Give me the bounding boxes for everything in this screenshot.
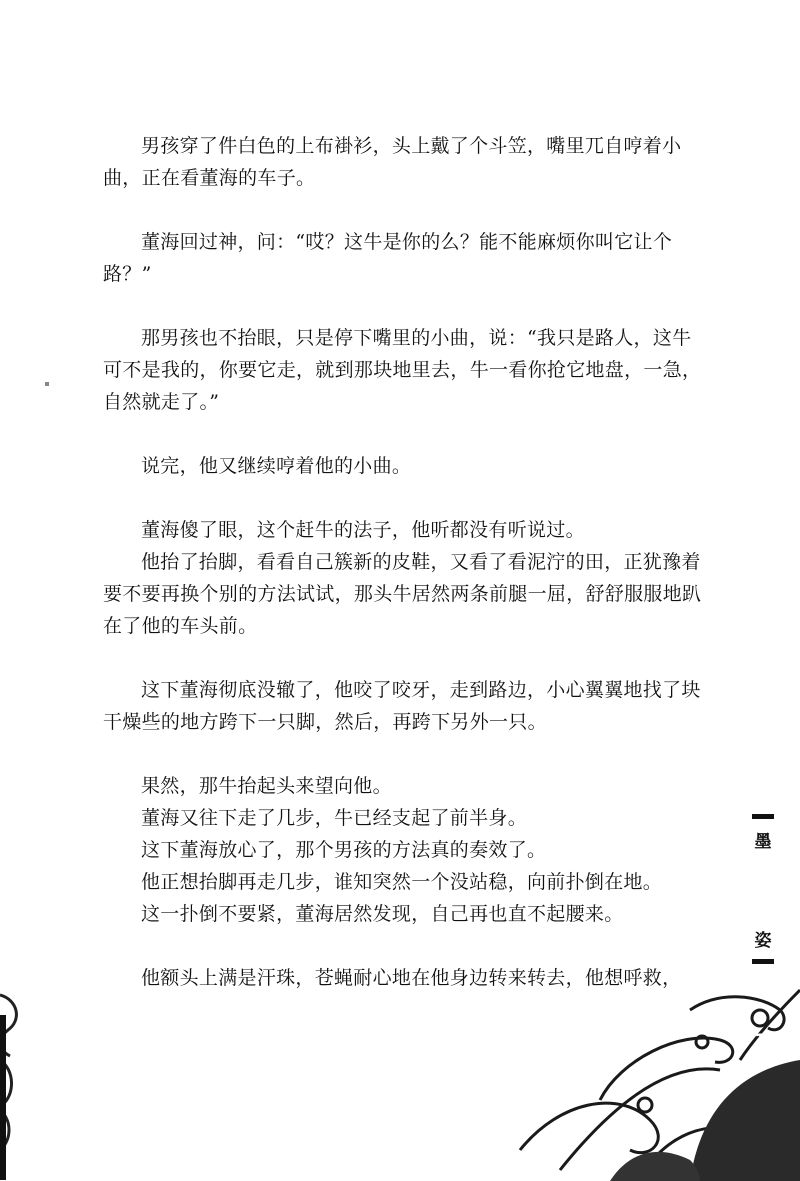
paragraph: 这下董海彻底没辙了，他咬了咬牙，走到路边，小心翼翼地找了块干燥些的地方跨下一只脚，然后，再跨下另外一只。 — [103, 679, 701, 733]
paragraph: 男孩穿了件白色的上布褂衫，头上戴了个斗笠，嘴里兀自哼着小曲，正在看董海的车子。 — [103, 135, 682, 189]
side-tab-char: 姿 — [754, 931, 772, 951]
paragraph: 这下董海放心了，那个男孩的方法真的奏效了。 — [141, 839, 547, 861]
paragraph: 董海傻了眼，这个赶牛的法子，他听都没有听说过。 — [141, 519, 585, 541]
side-tab-char: 墨 — [754, 832, 772, 852]
paragraph: 他正想抬脚再走几步，谁知突然一个没站稳，向前扑倒在地。 — [141, 871, 663, 893]
tab-bar — [752, 959, 774, 964]
scan-speck — [45, 382, 49, 386]
paragraph: 他额头上满是汗珠，苍蝇耐心地在他身边转来转去，他想呼救， — [141, 967, 682, 989]
side-tab-top — [748, 814, 778, 860]
left-edge-bar — [0, 1015, 6, 1180]
paragraph: 果然，那牛抬起头来望向他。 — [141, 775, 392, 797]
bottom-right-swirls — [520, 990, 800, 1180]
left-edge-ornament — [0, 995, 16, 1150]
paragraph: 说完，他又继续哼着他的小曲。 — [141, 455, 412, 477]
paragraph: 董海又往下走了几步，牛已经支起了前半身。 — [141, 807, 528, 829]
paragraph: 这一扑倒不要紧，董海居然发现，自己再也直不起腰来。 — [141, 903, 624, 925]
paragraph: 那男孩也不抬眼，只是停下嘴里的小曲，说：“我只是路人，这牛可不是我的，你要它走，就到那块地里去，牛一看你抢它地盘，一急，自然就走了。” — [103, 327, 702, 413]
side-tab-bottom — [748, 918, 778, 964]
page-number: 17 — [754, 1031, 778, 1051]
paragraph: 董海回过神，问：“哎？这牛是你的么？能不能麻烦你叫它让个路？” — [103, 231, 673, 285]
tab-bar — [752, 814, 774, 819]
paragraph: 他抬了抬脚，看看自己簇新的皮鞋，又看了看泥泞的田，正犹豫着要不要再换个别的方法试试，那头牛居然两条前腿一屈，舒舒服服地趴在了他的车头前。 — [103, 551, 702, 637]
body-text — [103, 130, 703, 994]
swirl-fill — [610, 1152, 700, 1181]
page-number-blob — [690, 1060, 800, 1181]
